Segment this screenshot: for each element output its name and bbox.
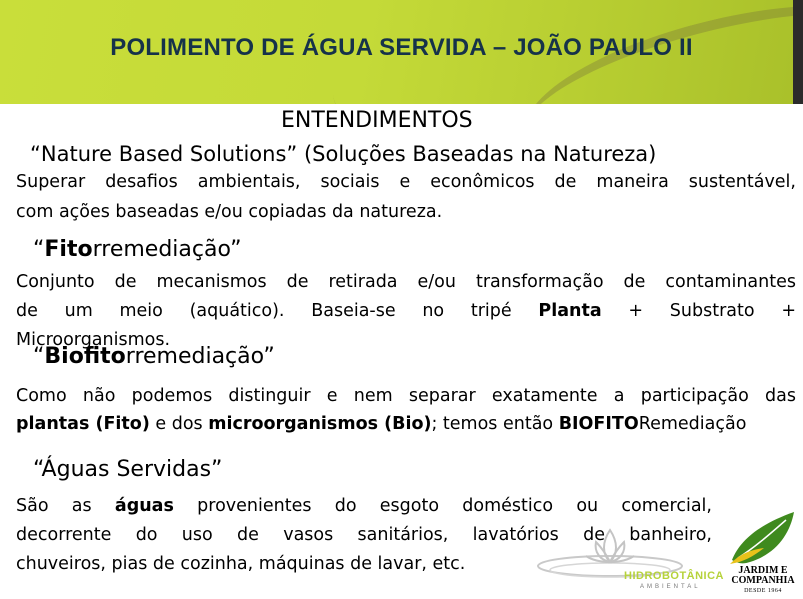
nbs-heading: “Nature Based Solutions” (Soluções Baseadas na Natureza) [30, 142, 657, 166]
jardim-companhia-name [728, 566, 798, 586]
fito-heading-bold: Fito [44, 237, 93, 262]
biofito-heading-rest: rremediação” [125, 344, 275, 369]
biofito-line-2 [16, 410, 746, 438]
fito-heading-quote: “ [33, 237, 45, 262]
jardim-name-2: COMPANHIA [731, 575, 795, 586]
section-heading: ENTENDIMENTOS [281, 108, 473, 133]
biofito-heading-bold: Biofito [44, 344, 126, 369]
aguas-heading: “Águas Servidas” [33, 457, 223, 482]
aguas-line-1-pre: São as [16, 496, 92, 516]
biofito-line-2-t1: e dos [149, 414, 209, 434]
slide-title: POLIMENTO DE ÁGUA SERVIDA – JOÃO PAULO II [110, 34, 693, 61]
fito-line-2 [16, 297, 796, 325]
hidrobotanica-name: HIDROBOTÂNICA [624, 570, 724, 582]
biofito-line-2-b3: BIOFITO [558, 414, 639, 434]
aguas-line-2: decorrente do uso de vasos sanitários, lavatórios de banheiro, [16, 525, 712, 545]
fito-line-2-post: + Substrato + [628, 301, 796, 321]
fito-line-3: Microorganismos. [16, 330, 171, 350]
biofito-line-2-t3: Remediação [638, 414, 747, 434]
fito-heading-rest: rremediação” [92, 237, 242, 262]
fito-line-2-bold: Planta [538, 301, 602, 321]
aguas-line-3: chuveiros, pias de cozinha, máquinas de lavar, etc. [16, 554, 466, 574]
fito-line-2-pre: de um meio (aquático). Baseia-se no tripé [16, 301, 512, 321]
nbs-line-1: Superar desafios ambientais, sociais e econômicos de maneira sustentável, [16, 172, 796, 192]
biofito-line-2-b1: plantas (Fito) [16, 414, 150, 434]
biofito-line-1: Como não podemos distinguir e nem separar exatamente a participação das [16, 386, 796, 406]
jardim-since: DESDE 1964 [744, 588, 782, 594]
nbs-line-2: com ações baseadas e/ou copiadas da natureza. [16, 202, 443, 222]
jardim-name-1: JARDIM E [738, 565, 788, 576]
aguas-line-1-post: provenientes do esgoto doméstico ou comercial, [197, 496, 712, 516]
biofito-heading [33, 343, 275, 371]
biofito-line-2-t2: ; temos então [431, 414, 559, 434]
biofito-heading-quote: “ [33, 344, 45, 369]
hidrobotanica-sub: AMBIENTAL [640, 584, 701, 590]
aguas-line-1-bold: águas [114, 496, 174, 516]
fito-heading [33, 236, 242, 264]
biofito-line-2-b2: microorganismos (Bio) [208, 414, 432, 434]
fito-line-1: Conjunto de mecanismos de retirada e/ou transformação de contaminantes [16, 272, 796, 292]
